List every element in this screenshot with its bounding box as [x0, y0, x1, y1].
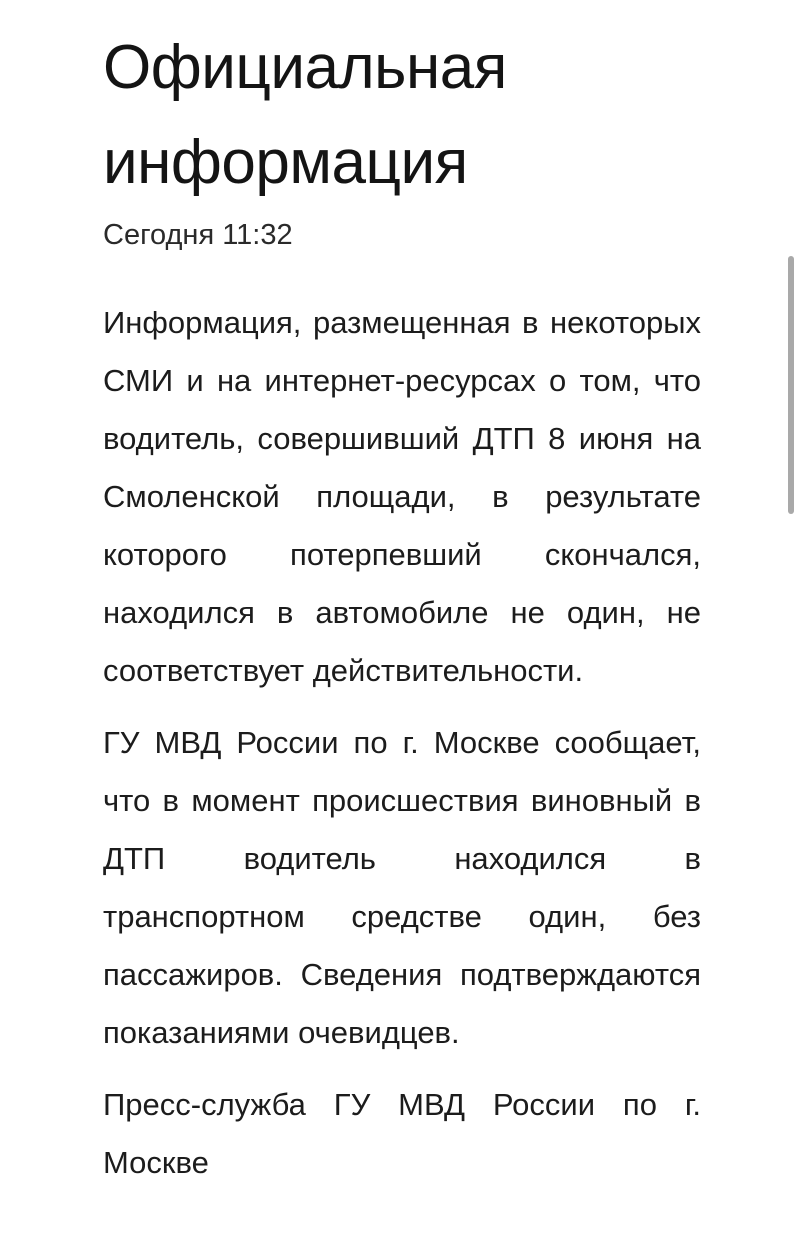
scrollbar-thumb[interactable]	[788, 256, 794, 514]
scrollbar-track[interactable]	[786, 0, 800, 1249]
article-title: Официальная информация	[103, 33, 507, 197]
article-body	[103, 294, 701, 1192]
article-timestamp: Сегодня 11:32	[103, 219, 293, 251]
article-paragraph: Информация, размещенная в некоторых СМИ и на интернет-ресурсах о том, что водитель, совершивший ДТП 8 июня на Смоленской площади, в результате которого потерпевший скончался, находился в автомобиле не один, не соответствует действительности.	[103, 305, 701, 688]
article	[103, 20, 701, 1192]
article-paragraph: Пресс-служба ГУ МВД России по г. Москве	[103, 1087, 701, 1180]
article-paragraph: ГУ МВД России по г. Москве сообщает, что в момент происшествия виновный в ДТП водитель находился в транспортном средстве один, без пассажиров. Сведения подтверждаются показаниями очевидцев.	[103, 725, 701, 1050]
